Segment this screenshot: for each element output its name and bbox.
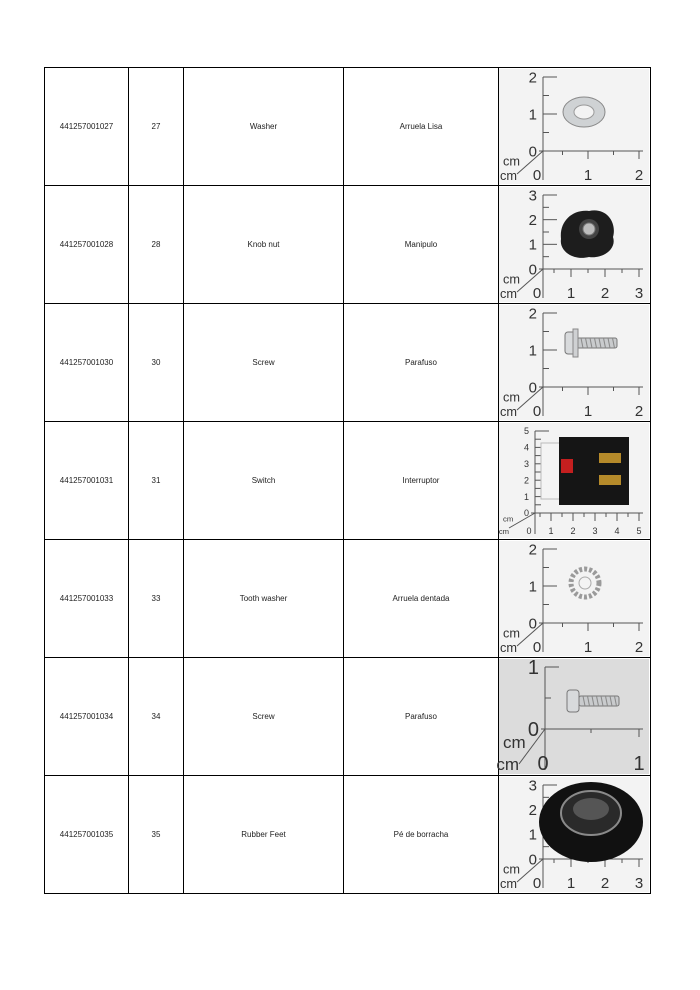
scale-unit-label: cm xyxy=(500,286,517,301)
scale-y-label: 1 xyxy=(528,236,537,254)
part-photo xyxy=(499,69,649,184)
item-number: 27 xyxy=(129,68,184,186)
part-code: 441257001035 xyxy=(45,776,129,894)
part-code: 441257001027 xyxy=(45,68,129,186)
scale-y-label: 1 xyxy=(528,826,537,844)
scale-unit-label: cm xyxy=(503,625,520,641)
part-name-pt: Arruela dentada xyxy=(344,540,499,658)
part-code: 441257001033 xyxy=(45,540,129,658)
part-photo-cell xyxy=(499,540,651,658)
scale-x-label: 1 xyxy=(583,403,593,420)
scale-x-label: 3 xyxy=(634,875,644,892)
item-number: 34 xyxy=(129,658,184,776)
scale-x-label: 1 xyxy=(566,285,576,302)
scale-y-label: 2 xyxy=(528,305,537,323)
scale-x-label: 0 xyxy=(532,403,542,420)
scale-y-label: 3 xyxy=(523,458,529,469)
switch-photo xyxy=(541,437,629,505)
part-name-en: Switch xyxy=(184,422,344,540)
scale-unit-label: cm xyxy=(496,755,519,774)
scale-x-label: 5 xyxy=(636,526,642,536)
table-row xyxy=(45,540,651,658)
part-name-en: Rubber Feet xyxy=(184,776,344,894)
scale-y-label: 5 xyxy=(523,426,529,437)
scale-y-label: 1 xyxy=(527,657,539,679)
washer-photo xyxy=(563,97,605,127)
scale-x-label: 2 xyxy=(634,167,644,184)
scale-x-label: 2 xyxy=(600,875,610,892)
knob-nut-photo xyxy=(561,210,614,258)
scale-unit-label: cm xyxy=(503,271,520,287)
scale-y-label: 2 xyxy=(528,211,537,229)
part-photo-cell xyxy=(499,304,651,422)
part-name-en: Tooth washer xyxy=(184,540,344,658)
part-name-pt: Parafuso xyxy=(344,304,499,422)
part-name-en: Washer xyxy=(184,68,344,186)
scale-y-label: 3 xyxy=(528,187,537,205)
scale-x-label: 3 xyxy=(592,526,598,536)
scale-x-label: 1 xyxy=(566,875,576,892)
scale-y-label: 3 xyxy=(528,777,537,795)
scale-x-label: 0 xyxy=(532,167,542,184)
part-code: 441257001030 xyxy=(45,304,129,422)
item-number: 31 xyxy=(129,422,184,540)
scale-unit-label: cm xyxy=(503,733,526,752)
scale-y-label: 2 xyxy=(528,69,537,87)
part-photo xyxy=(496,657,649,775)
scale-x-label: 2 xyxy=(570,526,576,536)
part-name-pt: Parafuso xyxy=(344,658,499,776)
item-number: 33 xyxy=(129,540,184,658)
scale-x-label: 1 xyxy=(583,167,593,184)
scale-x-label: 2 xyxy=(634,639,644,656)
table-row xyxy=(45,658,651,776)
scale-y-label: 0 xyxy=(528,615,537,633)
part-code: 441257001034 xyxy=(45,658,129,776)
scale-x-label: 0 xyxy=(532,639,542,656)
part-photo-cell xyxy=(499,422,651,540)
scale-unit-label: cm xyxy=(500,876,517,891)
scale-y-label: 0 xyxy=(528,261,537,279)
part-photo xyxy=(499,541,649,656)
table-row xyxy=(45,68,651,186)
scale-unit-label: cm xyxy=(500,404,517,419)
scale-unit-label: cm xyxy=(503,389,520,405)
scale-x-label: 1 xyxy=(583,639,593,656)
scale-y-label: 4 xyxy=(523,442,529,453)
scale-x-label: 0 xyxy=(532,285,542,302)
part-photo xyxy=(499,423,649,538)
part-code: 441257001031 xyxy=(45,422,129,540)
scale-unit-label: cm xyxy=(500,168,517,183)
scale-y-label: 1 xyxy=(528,578,537,596)
part-photo-cell xyxy=(499,186,651,304)
scale-y-label: 2 xyxy=(528,801,537,819)
scale-unit-label: cm xyxy=(503,514,514,524)
parts-table xyxy=(44,67,651,894)
item-number: 35 xyxy=(129,776,184,894)
scale-y-label: 1 xyxy=(528,106,537,124)
scale-y-label: 1 xyxy=(528,342,537,360)
rubber-foot-photo xyxy=(539,782,643,862)
scale-x-label: 4 xyxy=(614,526,620,536)
part-name-pt: Interruptor xyxy=(344,422,499,540)
scale-y-label: 0 xyxy=(528,143,537,161)
scale-x-label: 2 xyxy=(600,285,610,302)
part-name-en: Knob nut xyxy=(184,186,344,304)
scale-y-label: 0 xyxy=(523,508,529,519)
scale-y-label: 2 xyxy=(523,475,529,486)
scale-unit-label: cm xyxy=(498,527,509,536)
scale-y-label: 0 xyxy=(528,851,537,869)
part-photo xyxy=(499,777,649,892)
scale-x-label: 1 xyxy=(633,753,645,775)
part-code: 441257001028 xyxy=(45,186,129,304)
part-name-en: Screw xyxy=(184,658,344,776)
part-photo-cell xyxy=(499,776,651,894)
scale-unit-label: cm xyxy=(503,861,520,877)
scale-x-label: 0 xyxy=(526,526,532,536)
scale-y-label: 0 xyxy=(527,719,539,741)
part-photo xyxy=(499,305,649,420)
table-row xyxy=(45,776,651,894)
scale-x-label: 0 xyxy=(537,753,549,775)
scale-x-label: 0 xyxy=(532,875,542,892)
part-name-pt: Manipulo xyxy=(344,186,499,304)
scale-x-label: 3 xyxy=(634,285,644,302)
item-number: 30 xyxy=(129,304,184,422)
table-row xyxy=(45,186,651,304)
part-name-pt: Pé de borracha xyxy=(344,776,499,894)
part-photo-cell xyxy=(499,68,651,186)
part-photo xyxy=(499,187,649,302)
table-row xyxy=(45,304,651,422)
scale-y-label: 0 xyxy=(528,379,537,397)
scale-y-label: 2 xyxy=(528,541,537,559)
scale-y-label: 1 xyxy=(523,491,529,502)
scale-x-label: 2 xyxy=(634,403,644,420)
part-photo-cell xyxy=(496,657,651,776)
scale-unit-label: cm xyxy=(503,153,520,169)
table-row xyxy=(45,422,651,540)
item-number: 28 xyxy=(129,186,184,304)
part-name-pt: Arruela Lisa xyxy=(344,68,499,186)
scale-unit-label: cm xyxy=(500,640,517,655)
part-name-en: Screw xyxy=(184,304,344,422)
scale-x-label: 1 xyxy=(548,526,554,536)
